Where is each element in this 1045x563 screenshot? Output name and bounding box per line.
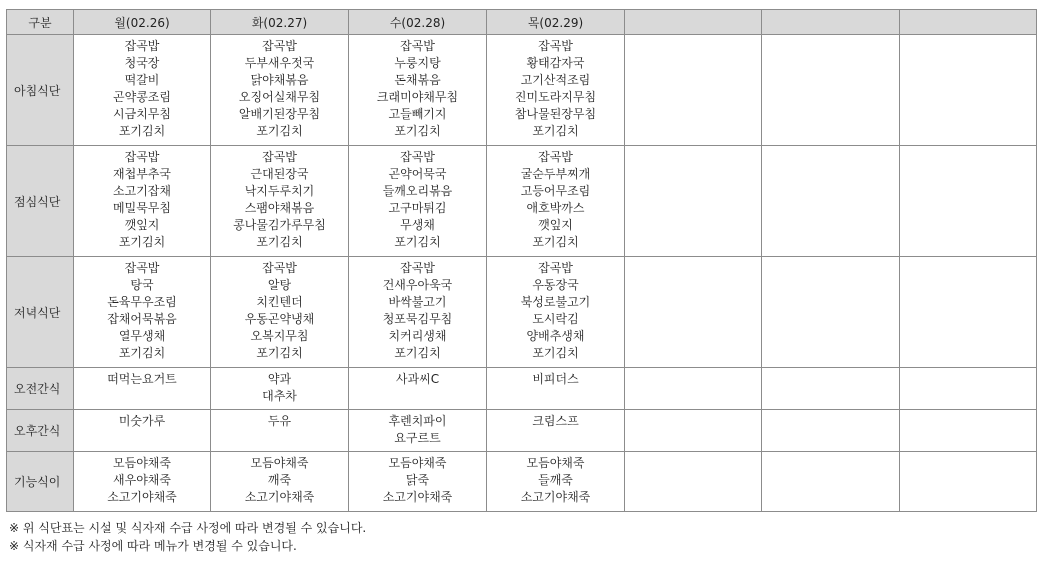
menu-item: 들깨죽 — [538, 473, 573, 487]
menu-cell — [349, 452, 487, 512]
menu-item: 근대된장국 — [250, 167, 309, 181]
menu-item: 오복지무침 — [250, 329, 309, 343]
menu-cell — [900, 35, 1037, 146]
menu-item: 깨죽 — [267, 473, 292, 487]
menu-item: 모듬야채죽 — [113, 456, 171, 470]
menu-item: 메밀묵무침 — [113, 201, 171, 215]
menu-item: 낙지두루치기 — [244, 184, 315, 198]
notes — [9, 519, 366, 555]
menu-item: 오징어실채무침 — [238, 90, 321, 104]
menu-item: 우동장국 — [532, 278, 579, 292]
menu-item: 황태감자국 — [526, 56, 585, 70]
menu-cell — [900, 146, 1037, 257]
menu-item: 미숫가루 — [118, 414, 166, 428]
menu-item: 알배기된장무침 — [238, 107, 321, 121]
menu-cell — [762, 146, 900, 257]
menu-item: 모듬야채죽 — [526, 456, 585, 470]
day-header — [762, 10, 900, 35]
menu-item: 크래미야채무침 — [376, 90, 459, 104]
menu-cell — [74, 146, 211, 257]
menu-item: 곤약콩조림 — [113, 90, 171, 104]
header-row — [7, 10, 1037, 35]
menu-cell — [487, 146, 625, 257]
menu-item: 후렌치파이 — [388, 414, 447, 428]
menu-item: 스팸야채볶음 — [244, 201, 315, 215]
menu-item: 잡곡밥 — [124, 150, 160, 164]
menu-item: 포기김치 — [256, 235, 303, 249]
menu-item: 닭죽 — [405, 473, 430, 487]
menu-cell — [211, 452, 349, 512]
menu-item: 포기김치 — [256, 124, 303, 138]
menu-cell — [74, 368, 211, 410]
menu-item: 잡곡밥 — [538, 39, 573, 53]
menu-item: 누룽지탕 — [394, 56, 441, 70]
row-category-label: 저녁식단 — [7, 257, 74, 368]
menu-row — [7, 452, 1037, 512]
menu-cell — [625, 35, 762, 146]
menu-item: 바싹불고기 — [388, 295, 447, 309]
menu-item: 두유 — [267, 414, 292, 428]
menu-item: 무생채 — [400, 218, 435, 232]
menu-cell — [74, 410, 211, 452]
menu-cell — [487, 368, 625, 410]
menu-item: 청포묵김무침 — [382, 312, 453, 326]
menu-item: 약과 — [267, 372, 292, 386]
menu-cell — [211, 35, 349, 146]
menu-row — [7, 146, 1037, 257]
menu-item: 잡곡밥 — [400, 150, 435, 164]
menu-item: 돈채볶음 — [394, 73, 441, 87]
menu-cell — [900, 257, 1037, 368]
menu-row — [7, 35, 1037, 146]
row-category-label: 오후간식 — [7, 410, 74, 452]
menu-cell — [625, 368, 762, 410]
menu-item: 우동곤약냉채 — [244, 312, 315, 326]
row-category-label: 기능식이 — [7, 452, 74, 512]
menu-item: 모듬야채죽 — [250, 456, 309, 470]
menu-cell — [762, 257, 900, 368]
menu-item: 포기김치 — [532, 235, 579, 249]
menu-cell — [762, 410, 900, 452]
day-header: 월(02.26) — [74, 10, 211, 35]
menu-cell — [349, 410, 487, 452]
menu-cell — [349, 257, 487, 368]
menu-cell — [900, 452, 1037, 512]
menu-item: 떠먹는요거트 — [107, 372, 177, 386]
menu-item: 도시락김 — [532, 312, 579, 326]
menu-item: 잡곡밥 — [262, 39, 297, 53]
menu-item: 굴순두부찌개 — [520, 167, 591, 181]
menu-item: 탕국 — [130, 278, 154, 292]
menu-item: 소고기야채죽 — [244, 490, 315, 504]
menu-item: 포기김치 — [394, 124, 441, 138]
menu-item: 참나물된장무침 — [514, 107, 597, 121]
menu-item: 요구르트 — [394, 431, 441, 445]
menu-item: 치커리생채 — [388, 329, 447, 343]
menu-item: 잡곡밥 — [262, 150, 297, 164]
menu-cell — [487, 35, 625, 146]
menu-item: 치킨텐더 — [256, 295, 303, 309]
menu-item: 소고기야채죽 — [382, 490, 453, 504]
menu-cell — [74, 35, 211, 146]
menu-item: 알탕 — [267, 278, 292, 292]
day-header — [625, 10, 762, 35]
menu-item: 새우야채죽 — [113, 473, 171, 487]
day-header: 목(02.29) — [487, 10, 625, 35]
row-category-label: 오전간식 — [7, 368, 74, 410]
menu-item: 포기김치 — [532, 346, 579, 360]
menu-item: 소고기야채죽 — [520, 490, 591, 504]
menu-item: 잡곡밥 — [262, 261, 297, 275]
menu-item: 소고기야채죽 — [107, 490, 177, 504]
menu-item: 비피더스 — [532, 372, 579, 386]
menu-cell — [211, 410, 349, 452]
menu-row — [7, 257, 1037, 368]
menu-cell — [349, 368, 487, 410]
menu-item: 깻잎지 — [124, 218, 160, 232]
menu-item: 돈육무우조림 — [107, 295, 177, 309]
menu-item: 소고기잡채 — [113, 184, 171, 198]
menu-item: 재첩부추국 — [113, 167, 171, 181]
menu-item: 콩나물김가루무침 — [233, 218, 326, 232]
menu-cell — [74, 257, 211, 368]
menu-item: 포기김치 — [256, 346, 303, 360]
menu-item: 모듬야채죽 — [388, 456, 447, 470]
menu-item: 두부새우젓국 — [244, 56, 315, 70]
menu-item: 잡곡밥 — [538, 261, 573, 275]
menu-cell — [762, 452, 900, 512]
menu-cell — [625, 146, 762, 257]
menu-cell — [487, 452, 625, 512]
menu-item: 포기김치 — [394, 346, 441, 360]
menu-cell — [74, 452, 211, 512]
menu-item: 사과씨C — [395, 372, 440, 386]
menu-cell — [900, 368, 1037, 410]
menu-item: 포기김치 — [118, 346, 166, 360]
row-category-label: 아침식단 — [7, 35, 74, 146]
menu-item: 열무생채 — [118, 329, 166, 343]
menu-item: 포기김치 — [532, 124, 579, 138]
menu-cell — [349, 35, 487, 146]
menu-cell — [762, 368, 900, 410]
menu-item: 떡갈비 — [124, 73, 160, 87]
menu-item: 고들빼기지 — [388, 107, 447, 121]
menu-cell — [487, 410, 625, 452]
menu-item: 잡곡밥 — [400, 39, 435, 53]
menu-cell — [211, 146, 349, 257]
note-line: ※ 식자재 수급 사정에 따라 메뉴가 변경될 수 있습니다. — [9, 539, 297, 553]
day-header: 수(02.28) — [349, 10, 487, 35]
menu-item: 고등어무조림 — [520, 184, 591, 198]
menu-item: 포기김치 — [394, 235, 441, 249]
menu-item: 북성로불고기 — [520, 295, 591, 309]
row-category-label: 점심식단 — [7, 146, 74, 257]
menu-item: 곤약어묵국 — [388, 167, 447, 181]
menu-cell — [211, 368, 349, 410]
menu-item: 대추차 — [262, 389, 297, 403]
menu-item: 건새우아욱국 — [382, 278, 453, 292]
menu-item: 닭야채볶음 — [250, 73, 309, 87]
menu-cell — [349, 146, 487, 257]
menu-item: 들깨오리볶음 — [382, 184, 453, 198]
menu-item: 잡곡밥 — [124, 39, 160, 53]
menu-item: 애호박까스 — [526, 201, 585, 215]
menu-item: 잡곡밥 — [400, 261, 435, 275]
menu-item: 잡채어묵볶음 — [107, 312, 177, 326]
menu-item: 고기산적조림 — [520, 73, 591, 87]
menu-cell — [900, 410, 1037, 452]
day-header: 화(02.27) — [211, 10, 349, 35]
menu-cell — [625, 410, 762, 452]
menu-item: 포기김치 — [118, 235, 166, 249]
menu-item: 잡곡밥 — [124, 261, 160, 275]
meal-plan-table — [6, 9, 1037, 512]
menu-row — [7, 410, 1037, 452]
menu-item: 잡곡밥 — [538, 150, 573, 164]
menu-item: 청국장 — [124, 56, 160, 70]
menu-item: 양배추생채 — [526, 329, 585, 343]
menu-item: 고구마튀김 — [388, 201, 447, 215]
day-header — [900, 10, 1037, 35]
menu-item: 진미도라지무침 — [514, 90, 597, 104]
menu-cell — [625, 257, 762, 368]
menu-row — [7, 368, 1037, 410]
note-line: ※ 위 식단표는 시설 및 식자재 수급 사정에 따라 변경될 수 있습니다. — [9, 521, 367, 535]
category-header: 구분 — [7, 10, 74, 35]
menu-cell — [625, 452, 762, 512]
menu-cell — [762, 35, 900, 146]
menu-cell — [211, 257, 349, 368]
menu-item: 포기김치 — [118, 124, 166, 138]
menu-item: 깻잎지 — [538, 218, 573, 232]
menu-item: 시금치무침 — [113, 107, 171, 121]
menu-item: 크림스프 — [532, 414, 579, 428]
menu-cell — [487, 257, 625, 368]
